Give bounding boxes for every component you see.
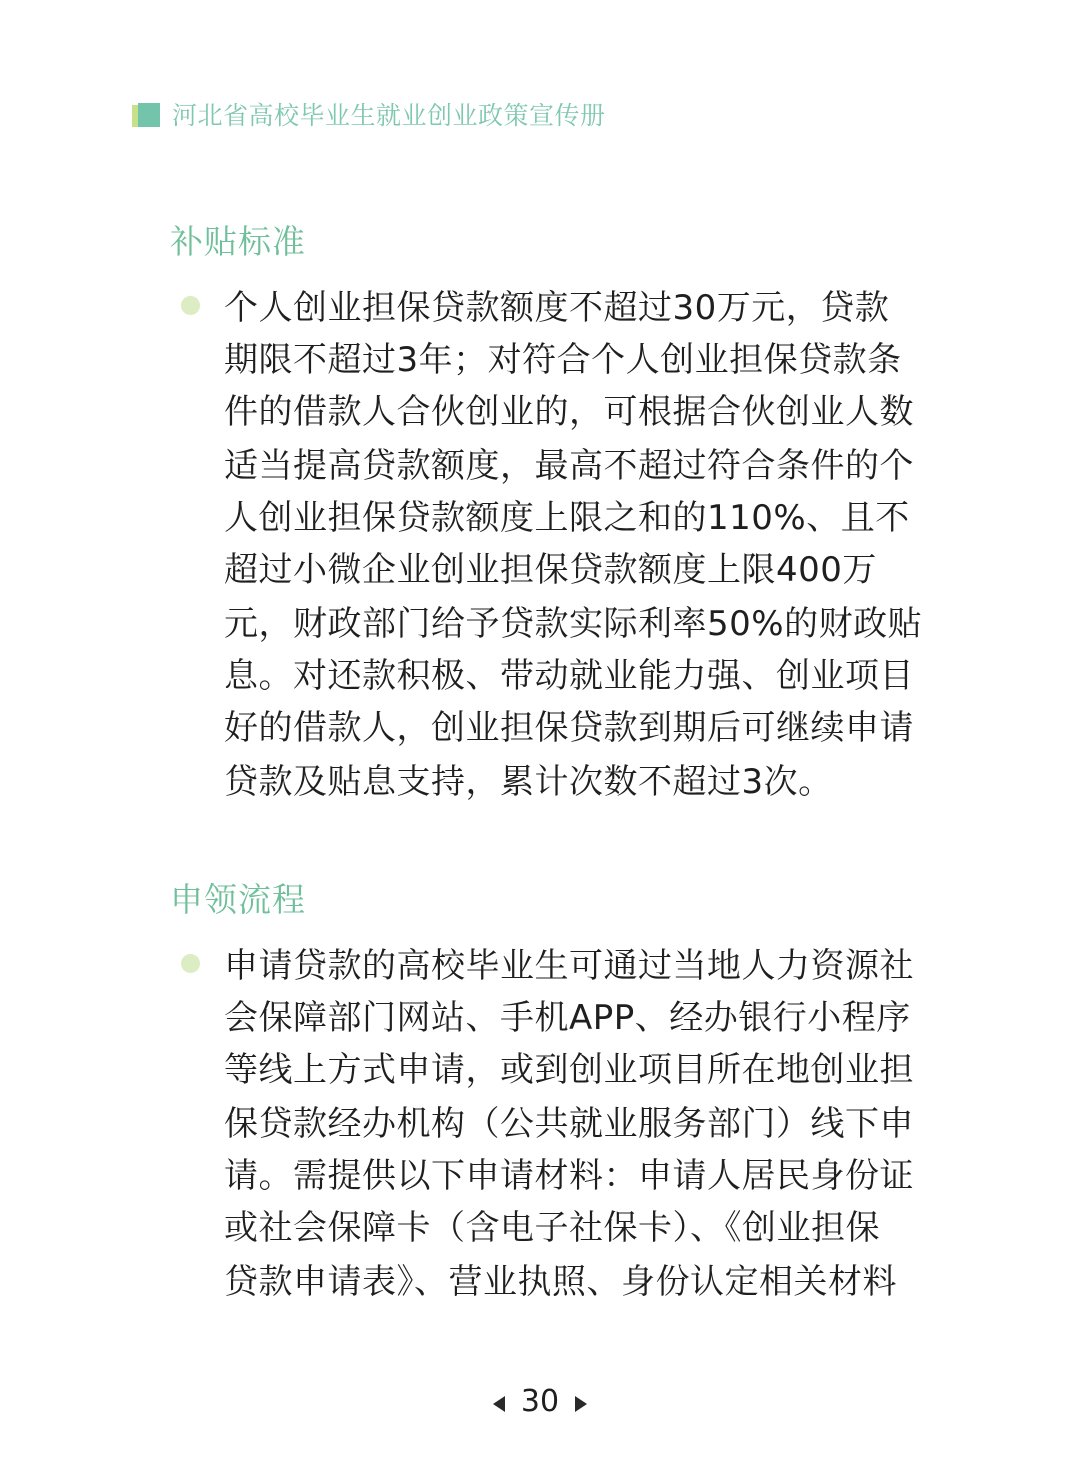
body-line: 人创业担保贷款额度上限之和的110%、且不 bbox=[224, 498, 910, 538]
body-line: 元，财政部门给予贷款实际利率50%的财政贴 bbox=[224, 604, 923, 644]
body-line: 个人创业担保贷款额度不超过30万元，贷款 bbox=[224, 288, 890, 328]
body-line: 好的借款人，创业担保贷款到期后可继续申请 bbox=[224, 708, 914, 748]
body-line: 息。对还款积极、带动就业能力强、创业项目 bbox=[224, 656, 914, 696]
body-line: 期限不超过3年；对符合个人创业担保贷款条 bbox=[224, 340, 902, 380]
page-header bbox=[132, 94, 606, 134]
body-line: 等线上方式申请，或到创业项目所在地创业担 bbox=[224, 1050, 914, 1090]
triangle-right-icon[interactable] bbox=[575, 1396, 587, 1412]
bullet-dot bbox=[181, 296, 200, 315]
page-navigation bbox=[0, 1384, 1080, 1419]
body-line: 请。需提供以下申请材料：申请人居民身份证 bbox=[224, 1156, 914, 1196]
body-line: 或社会保障卡（含电子社保卡）、《创业担保 bbox=[224, 1208, 880, 1248]
triangle-left-icon[interactable] bbox=[493, 1396, 505, 1412]
page-number: 30 bbox=[520, 1384, 560, 1419]
body-line: 贷款及贴息支持，累计次数不超过3次。 bbox=[224, 762, 833, 802]
body-line: 会保障部门网站、手机APP、经办银行小程序 bbox=[224, 998, 911, 1038]
bullet-dot bbox=[181, 954, 200, 973]
brochure-title: 河北省高校毕业生就业创业政策宣传册 bbox=[172, 101, 606, 130]
body-line: 保贷款经办机构（公共就业服务部门）线下申 bbox=[224, 1104, 914, 1144]
stacked-squares-icon bbox=[132, 99, 162, 129]
section-title-subsidy-standard: 补贴标准 bbox=[170, 222, 306, 261]
body-line: 适当提高贷款额度，最高不超过符合条件的个 bbox=[224, 446, 914, 486]
section-title-application-process: 申领流程 bbox=[170, 880, 306, 919]
body-line: 件的借款人合伙创业的，可根据合伙创业人数 bbox=[224, 392, 914, 432]
body-line: 超过小微企业创业担保贷款额度上限400万 bbox=[224, 550, 877, 590]
body-line: 申请贷款的高校毕业生可通过当地人力资源社 bbox=[224, 946, 914, 986]
body-line: 贷款申请表》、营业执照、身份认定相关材料 bbox=[224, 1262, 897, 1302]
